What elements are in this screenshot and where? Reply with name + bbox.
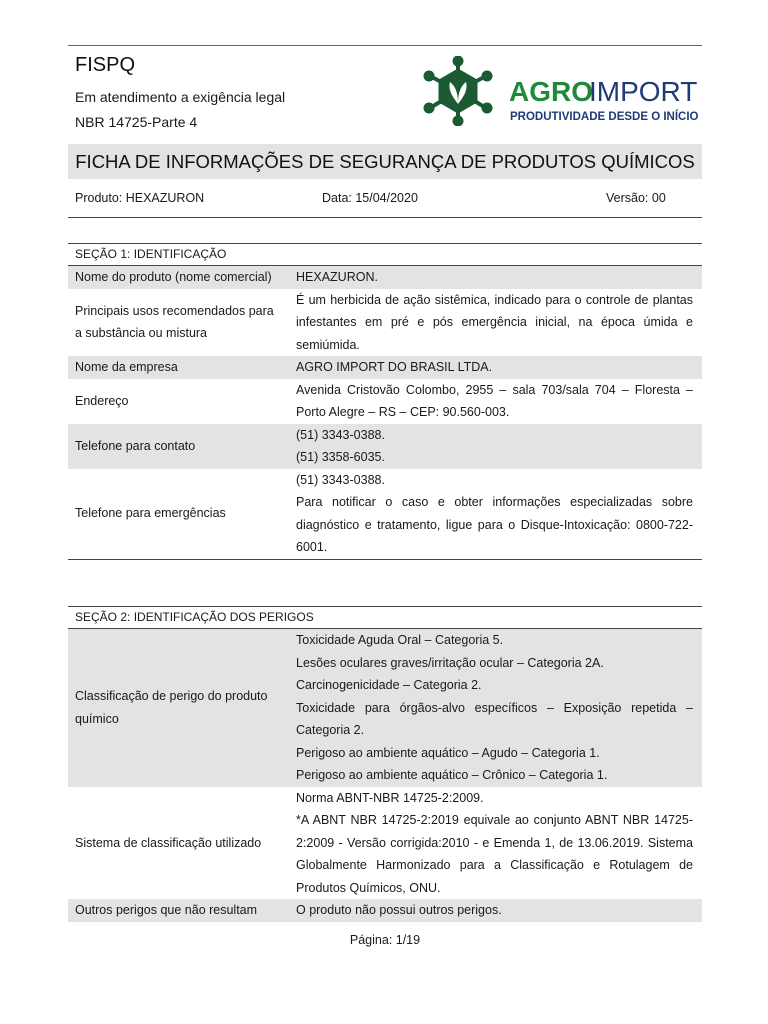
table-row xyxy=(68,266,702,289)
logo-emblem-icon xyxy=(422,56,702,126)
row-label: Endereço xyxy=(75,393,129,408)
row-label: Principais usos recomendados para a substância ou mistura xyxy=(75,303,274,341)
meta-version: Versão: 00 xyxy=(606,191,666,205)
brand-tagline: PRODUTIVIDADE DESDE O INÍCIO xyxy=(510,111,699,123)
row-value xyxy=(284,469,702,559)
row-label: Nome do produto (nome comercial) xyxy=(75,270,272,284)
table-row xyxy=(68,787,702,900)
row-value-line: Para notificar o caso e obter informações especializadas sobre diagnóstico e tratamento, ligue para o Disque-Intoxicação: 0800-722-6001. xyxy=(296,495,693,554)
doc-type: FISPQ xyxy=(75,54,136,76)
row-label: Sistema de classificação utilizado xyxy=(75,835,262,850)
table-row xyxy=(68,356,702,379)
section-1-table xyxy=(68,266,702,560)
section-1-title: SEÇÃO 1: IDENTIFICAÇÃO xyxy=(68,243,702,266)
section-1 xyxy=(68,243,702,560)
row-value xyxy=(284,379,702,424)
banner-title: FICHA DE INFORMAÇÕES DE SEGURANÇA DE PRODUTOS QUÍMICOS xyxy=(68,144,702,179)
table-row xyxy=(68,629,702,787)
row-label: Telefone para contato xyxy=(75,438,196,453)
row-value-line: (51) 3343-0388. xyxy=(296,472,385,487)
row-label: Nome da empresa xyxy=(75,360,178,374)
row-value-line: O produto não possui outros perigos. xyxy=(296,903,502,917)
row-value-line: *A ABNT NBR 14725-2:2019 equivale ao conjunto ABNT NBR 14725-2:2009 - Versão corrigida:2010 - e Emenda 1, de 13.06.2019. Sistema Globalmente Harmonizado para a Classificação e Rotulagem de Produtos Químicos, ONU. xyxy=(296,813,693,895)
section-2-title: SEÇÃO 2: IDENTIFICAÇÃO DOS PERIGOS xyxy=(68,606,702,629)
page-number: Página: 1/19 xyxy=(349,933,421,947)
row-label: Telefone para emergências xyxy=(75,506,226,521)
table-row xyxy=(68,379,702,424)
row-value-line: Perigoso ao ambiente aquático – Agudo – Categoria 1. xyxy=(296,745,600,760)
row-value xyxy=(284,356,702,379)
row-value-line: É um herbicida de ação sistêmica, indicado para o controle de plantas infestantes em pré e pós emergência inicial, na época úmida e semiúmida. xyxy=(296,292,693,352)
table-row xyxy=(68,289,702,357)
row-value-line: AGRO IMPORT DO BRASIL LTDA. xyxy=(296,360,493,374)
row-value-line: Toxicidade para órgãos-alvo específicos – Exposição repetida – Categoria 2. xyxy=(296,700,693,737)
legal-line-2: NBR 14725-Parte 4 xyxy=(75,114,198,130)
row-value xyxy=(284,289,702,357)
top-rule xyxy=(68,45,702,46)
meta-product: Produto: HEXAZURON xyxy=(75,191,205,205)
row-value-line: Norma ABNT-NBR 14725-2:2009. xyxy=(296,790,484,805)
row-value-line: (51) 3358-6035. xyxy=(296,450,385,464)
agroimport-logo xyxy=(422,56,702,126)
meta-bar xyxy=(68,189,702,218)
row-value-line: Avenida Cristovão Colombo, 2955 – sala 703/sala 704 – Floresta – Porto Alegre – RS – CEP: 90.560-003. xyxy=(296,382,693,419)
row-label: Outros perigos que não resultam xyxy=(75,903,258,917)
legal-line-1: Em atendimento a exigência legal xyxy=(75,89,286,105)
row-label: Classificação de perigo do produto químico xyxy=(75,689,268,726)
row-value-line: Perigoso ao ambiente aquático – Crônico – Categoria 1. xyxy=(296,768,608,782)
row-value-line: Toxicidade Aguda Oral – Categoria 5. xyxy=(296,633,504,647)
row-value xyxy=(284,787,702,900)
section-2-table xyxy=(68,629,702,922)
brand-part-2: IMPORT xyxy=(589,76,698,107)
meta-date: Data: 15/04/2020 xyxy=(322,191,418,205)
table-row xyxy=(68,899,702,922)
row-value xyxy=(284,899,702,922)
row-value-line: HEXAZURON. xyxy=(296,270,378,284)
row-value xyxy=(284,629,702,787)
table-row xyxy=(68,424,702,469)
table-row xyxy=(68,469,702,559)
row-value-line: Carcinogenicidade – Categoria 2. xyxy=(296,678,482,692)
row-value-line: (51) 3343-0388. xyxy=(296,427,385,442)
row-value xyxy=(284,424,702,469)
section-2 xyxy=(68,606,702,922)
row-value-line: Lesões oculares graves/irritação ocular – Categoria 2A. xyxy=(296,655,604,670)
row-value xyxy=(284,266,702,289)
brand-part-1: AGRO xyxy=(509,76,593,107)
